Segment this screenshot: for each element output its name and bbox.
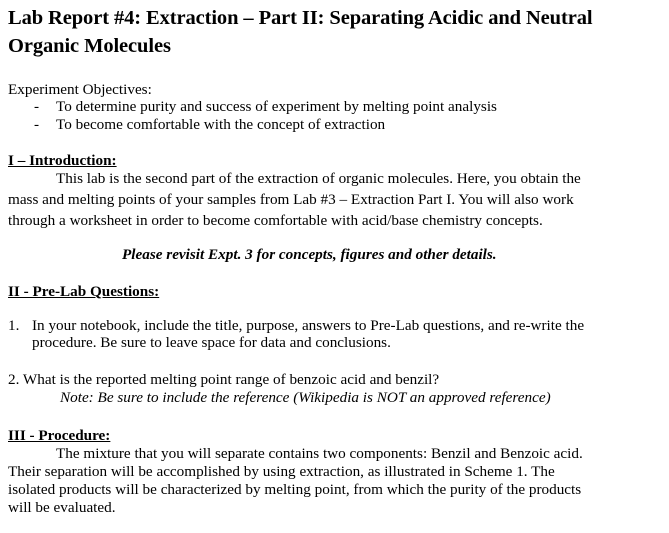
procedure-heading: III - Procedure: <box>8 427 111 444</box>
objective-bullet-1: - <box>34 98 40 115</box>
procedure-line-1: The mixture that you will separate contains two components: Benzil and Benzoic acid. <box>56 445 583 462</box>
introduction-line-1: This lab is the second part of the extraction of organic molecules. Here, you obtain the <box>56 170 581 187</box>
objectives-heading: Experiment Objectives: <box>8 81 152 98</box>
procedure-line-3: isolated products will be characterized by melting point, from which the purity of the products <box>8 481 582 498</box>
objective-item-1: To determine purity and success of experiment by melting point analysis <box>56 98 497 115</box>
prelab-heading: II - Pre-Lab Questions: <box>8 283 160 300</box>
objective-bullet-2: - <box>34 116 40 133</box>
prelab-q2-note: Note: Be sure to include the reference (Wikipedia is NOT an approved reference) <box>60 389 551 406</box>
procedure-line-2: Their separation will be accomplished by using extraction, as illustrated in Scheme 1. The <box>8 463 555 480</box>
introduction-heading: I – Introduction: <box>8 152 117 169</box>
prelab-q1-line-2: procedure. Be sure to leave space for data and conclusions. <box>32 334 391 351</box>
introduction-line-3: through a worksheet in order to become comfortable with acid/base chemistry concepts. <box>8 212 543 229</box>
prelab-q2-text: 2. What is the reported melting point range of benzoic acid and benzil? <box>8 371 440 388</box>
prelab-q1-number: 1. <box>8 317 20 334</box>
prelab-q1-line-1: In your notebook, include the title, purpose, answers to Pre-Lab questions, and re-write the <box>32 317 585 334</box>
document-title: Lab Report #4: Extraction – Part II: Separating Acidic and Neutral Organic Molecules <box>8 7 593 57</box>
revisit-note: Please revisit Expt. 3 for concepts, figures and other details. <box>122 246 497 263</box>
objective-item-2: To become comfortable with the concept of extraction <box>56 116 386 133</box>
procedure-line-4: will be evaluated. <box>8 499 116 516</box>
introduction-line-2: mass and melting points of your samples from Lab #3 – Extraction Part I. You will also work <box>8 191 574 208</box>
